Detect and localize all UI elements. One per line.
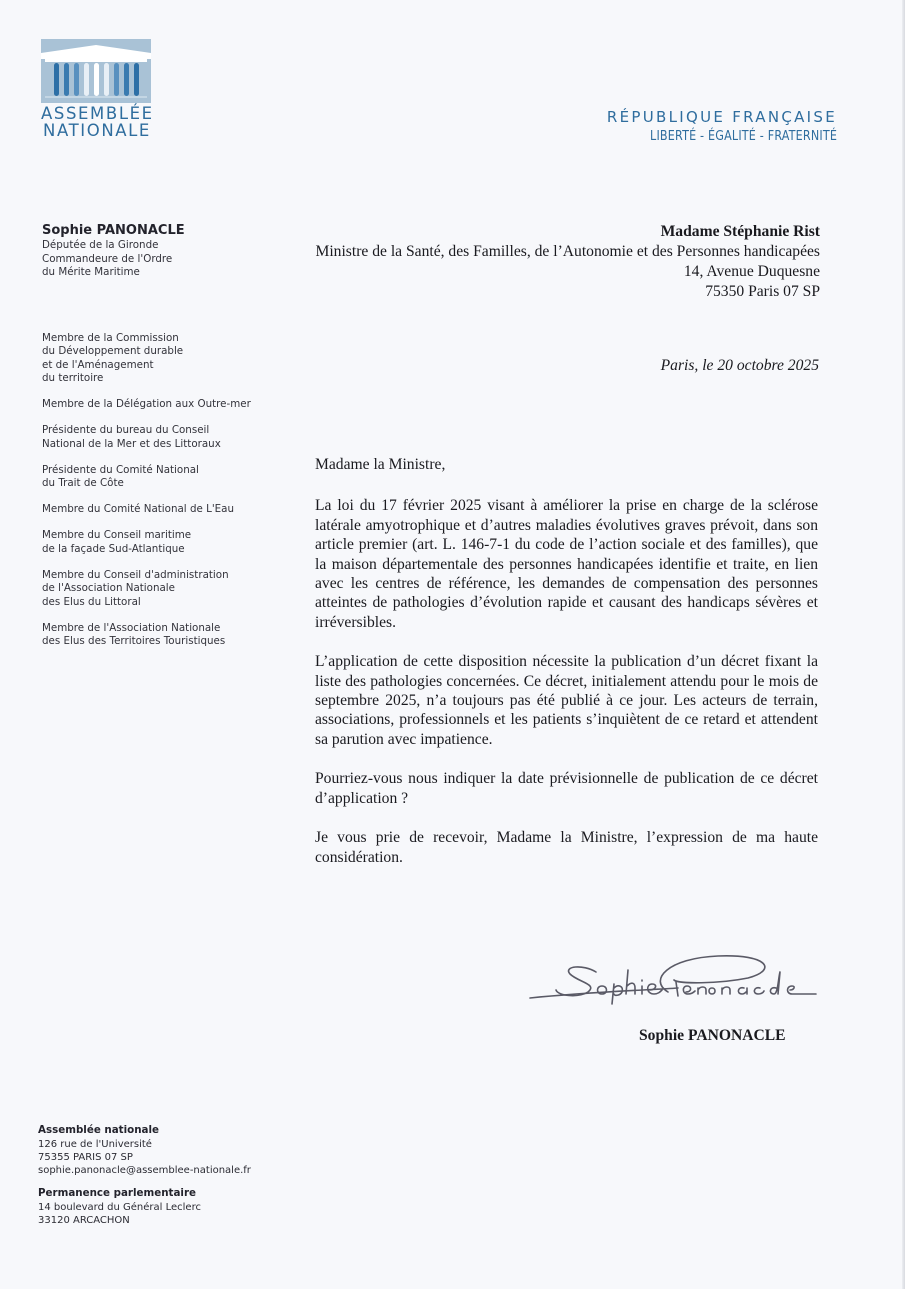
role-item bbox=[42, 464, 292, 491]
recipient-address-line-2: 75350 Paris 07 SP bbox=[705, 283, 820, 300]
role-item bbox=[42, 529, 292, 556]
role-line: National de la Mer et des Littoraux bbox=[42, 437, 221, 450]
role-item bbox=[42, 332, 292, 386]
paragraph: L’application de cette disposition nécessite la publication d’un décret fixant la liste des pathologies concernées. Ce décret, initialement attendu pour le mois de septembre 2025, n’a toujours pas été publié à ce jour. Les acteurs de terrain, associations, professionnels et les patients s’inquiètent de ce retard et attendent sa parution avec impatience. bbox=[315, 653, 818, 748]
role-line: Membre de l'Association Nationale bbox=[42, 621, 221, 634]
role-line: Membre du Conseil maritime bbox=[42, 529, 192, 541]
republic-motto: LIBERTÉ - ÉGALITÉ - FRATERNITÉ bbox=[649, 128, 837, 144]
assemblee-nationale-logo bbox=[41, 39, 152, 139]
salutation: Madame la Ministre, bbox=[315, 456, 446, 473]
recipient-address-line-1: 14, Avenue Duquesne bbox=[683, 263, 820, 280]
footer-office-line: 126 rue de l'Université bbox=[38, 1138, 152, 1150]
role-line: Membre de la Commission bbox=[42, 331, 179, 344]
role-item bbox=[42, 569, 292, 610]
sender-sidebar bbox=[42, 223, 292, 661]
republic-header bbox=[607, 107, 837, 145]
role-line: Présidente du bureau du Conseil bbox=[42, 424, 210, 436]
signer-name: Sophie PANONACLE bbox=[639, 1027, 786, 1044]
footer-office-title: Assemblée nationale bbox=[38, 1124, 159, 1136]
footer-office-line: 75355 PARIS 07 SP bbox=[38, 1151, 133, 1163]
footer-office bbox=[38, 1124, 338, 1177]
footer-permanence bbox=[38, 1187, 338, 1227]
paragraph: Pourriez-vous nous indiquer la date prévisionnelle de publication de ce décret d’application ? bbox=[315, 770, 818, 807]
footer-permanence-title: Permanence parlementaire bbox=[38, 1187, 197, 1200]
role-item bbox=[42, 503, 292, 517]
role-line: et de l'Aménagement bbox=[42, 358, 154, 371]
role-line: Membre de la Délégation aux Outre-mer bbox=[42, 398, 251, 410]
role-line: Membre du Comité National de L'Eau bbox=[42, 503, 234, 515]
handwritten-signature-icon bbox=[528, 940, 828, 1010]
republic-title: RÉPUBLIQUE FRANÇAISE bbox=[606, 108, 837, 126]
role-line: Présidente du Comité National bbox=[42, 463, 199, 476]
sender-title: Députée de la Gironde bbox=[42, 239, 159, 251]
assemblee-nationale-building-icon bbox=[41, 39, 151, 103]
role-line: des Elus du Littoral bbox=[42, 595, 141, 608]
recipient-block bbox=[315, 222, 820, 302]
role-line: Membre du Conseil d'administration bbox=[42, 568, 229, 581]
recipient-title: Ministre de la Santé, des Familles, de l’Autonomie et des Personnes handicapées bbox=[315, 243, 820, 260]
footer bbox=[38, 1124, 338, 1237]
sender-name: Sophie PANONACLE bbox=[42, 223, 185, 238]
paragraph: La loi du 17 février 2025 visant à améliorer la prise en charge de la sclérose latérale amyotrophique et d’autres maladies évolutives graves prévoit, dans son article premier (art. L. 146-7-1 du code de l’action sociale et des familles), que la maison départementale des personnes handicapées identifie et traite, en lien avec les centres de référence, les demandes de compensation des personnes atteintes de pathologies d’évolution rapide et causant des handicaps sévères et irréversibles. bbox=[315, 497, 818, 631]
role-line: de l'Association Nationale bbox=[42, 582, 175, 594]
recipient-name: Madame Stéphanie Rist bbox=[660, 223, 820, 240]
footer-permanence-line: 33120 ARCACHON bbox=[38, 1215, 130, 1227]
paragraph: Je vous prie de recevoir, Madame la Ministre, l’expression de ma haute considération. bbox=[315, 829, 818, 866]
role-line: du territoire bbox=[42, 372, 104, 384]
sender-title: Commandeure de l'Ordre bbox=[42, 252, 173, 265]
logo-text bbox=[41, 105, 153, 139]
logo-line-2: NATIONALE bbox=[43, 121, 151, 140]
role-item bbox=[42, 424, 292, 451]
letter-date: Paris, le 20 octobre 2025 bbox=[660, 357, 819, 374]
footer-email[interactable]: sophie.panonacle@assemblee-nationale.fr bbox=[38, 1165, 251, 1177]
role-line: du Développement durable bbox=[42, 345, 184, 357]
logo-line-1: ASSEMBLÉE bbox=[41, 104, 154, 123]
letter-body bbox=[315, 455, 818, 887]
role-line: des Elus des Territoires Touristiques bbox=[42, 635, 226, 647]
footer-permanence-line: 14 boulevard du Général Leclerc bbox=[38, 1201, 201, 1213]
role-item bbox=[42, 398, 292, 412]
role-line: de la façade Sud-Atlantique bbox=[42, 542, 185, 555]
role-line: du Trait de Côte bbox=[42, 477, 124, 489]
role-item bbox=[42, 622, 292, 649]
sender-roles bbox=[42, 332, 292, 649]
sender-title: du Mérite Maritime bbox=[42, 266, 140, 278]
